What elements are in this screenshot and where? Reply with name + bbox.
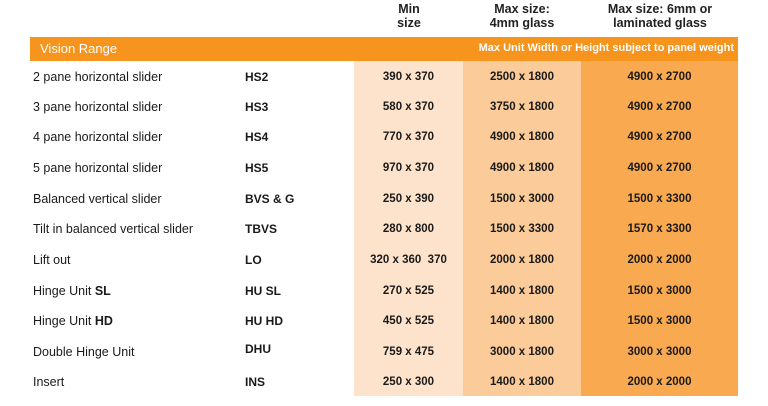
max-6mm-header [585,2,735,30]
product-code: HS5 [245,161,269,175]
max-4mm-value: 4900 x 1800 [490,162,554,174]
min-size-value: 390 x 370 [382,71,435,83]
table-row [0,92,768,122]
product-code: BVS & G [245,192,295,206]
max-6mm-value: 1500 x 3000 [627,315,692,327]
max-6mm-header-line2: laminated glass [613,16,707,30]
max-4mm-value: 4900 x 1800 [490,131,554,143]
max-4mm-value: 1400 x 1800 [490,376,554,388]
max-6mm-value: 4900 x 2700 [627,101,692,113]
table-row [0,214,768,244]
max-4mm-value: 1400 x 1800 [490,285,554,297]
table-row [0,153,768,183]
min-size-header [374,2,444,30]
product-name: 3 pane horizontal slider [33,100,163,114]
section-title: Vision Range [40,41,118,56]
table-row [0,245,768,275]
max-4mm-value: 1500 x 3000 [490,193,554,205]
product-name: Tilt in balanced vertical slider [33,222,194,236]
product-name: Double Hinge Unit [33,345,135,359]
product-code: DHU [245,342,271,356]
min-size-value: 250 x 300 [382,376,435,388]
product-name: 5 pane horizontal slider [33,161,163,175]
min-size-value: 580 x 370 [382,101,435,113]
max-6mm-value: 2000 x 2000 [627,376,692,388]
min-size-value: 970 x 370 [382,162,435,174]
min-size-value: 270 x 525 [382,285,435,297]
max-6mm-header-line1: Max size: 6mm or [607,2,713,16]
max-4mm-value: 1500 x 3300 [490,223,554,235]
product-name: 2 pane horizontal slider [33,70,163,84]
product-code: LO [245,253,262,267]
max-4mm-value: 3750 x 1800 [490,101,554,113]
max-4mm-header [470,2,574,30]
max-4mm-value: 1400 x 1800 [490,315,554,327]
min-size-value: 450 x 525 [382,315,435,327]
product-name: Hinge Unit HD [33,314,113,328]
max-6mm-value: 4900 x 2700 [627,162,692,174]
product-code: HS4 [245,130,269,144]
table-row [0,276,768,306]
max-4mm-header-line1: Max size: [494,2,550,16]
section-band [30,37,738,61]
max-4mm-value: 3000 x 1800 [490,346,554,358]
table-row [0,184,768,214]
min-size-value: 320 x 360 370 [370,254,447,266]
max-6mm-value: 1500 x 3000 [627,285,692,297]
max-4mm-header-line2: 4mm glass [489,16,555,30]
max-6mm-value: 3000 x 3000 [627,346,692,358]
product-code: TBVS [245,222,278,236]
product-name: 4 pane horizontal slider [33,130,163,144]
product-code: HU SL [245,284,281,298]
table-row [0,122,768,152]
table-row [0,306,768,336]
table-row [0,62,768,92]
min-size-value: 770 x 370 [382,131,435,143]
product-code: HU HD [245,314,283,328]
product-name: Balanced vertical slider [33,192,162,206]
product-code: INS [245,375,266,389]
table-row [0,337,768,367]
max-4mm-value: 2500 x 1800 [490,71,554,83]
product-name: Lift out [33,253,71,267]
max-6mm-value: 1570 x 3300 [627,223,692,235]
section-note: Max Unit Width or Height subject to panel weight [478,42,734,54]
min-size-value: 280 x 800 [382,223,435,235]
product-code: HS3 [245,100,269,114]
max-6mm-value: 4900 x 2700 [627,131,692,143]
min-size-value: 759 x 475 [382,346,435,358]
max-6mm-value: 4900 x 2700 [627,71,692,83]
min-size-header-line1: Min [398,2,420,16]
table-row [0,367,768,397]
min-size-header-line2: size [397,16,421,30]
max-6mm-value: 2000 x 2000 [627,254,692,266]
product-name: Hinge Unit SL [33,284,111,298]
max-6mm-value: 1500 x 3300 [627,193,692,205]
min-size-value: 250 x 390 [382,193,435,205]
product-code: HS2 [245,70,269,84]
product-name: Insert [33,375,65,389]
max-4mm-value: 2000 x 1800 [490,254,554,266]
